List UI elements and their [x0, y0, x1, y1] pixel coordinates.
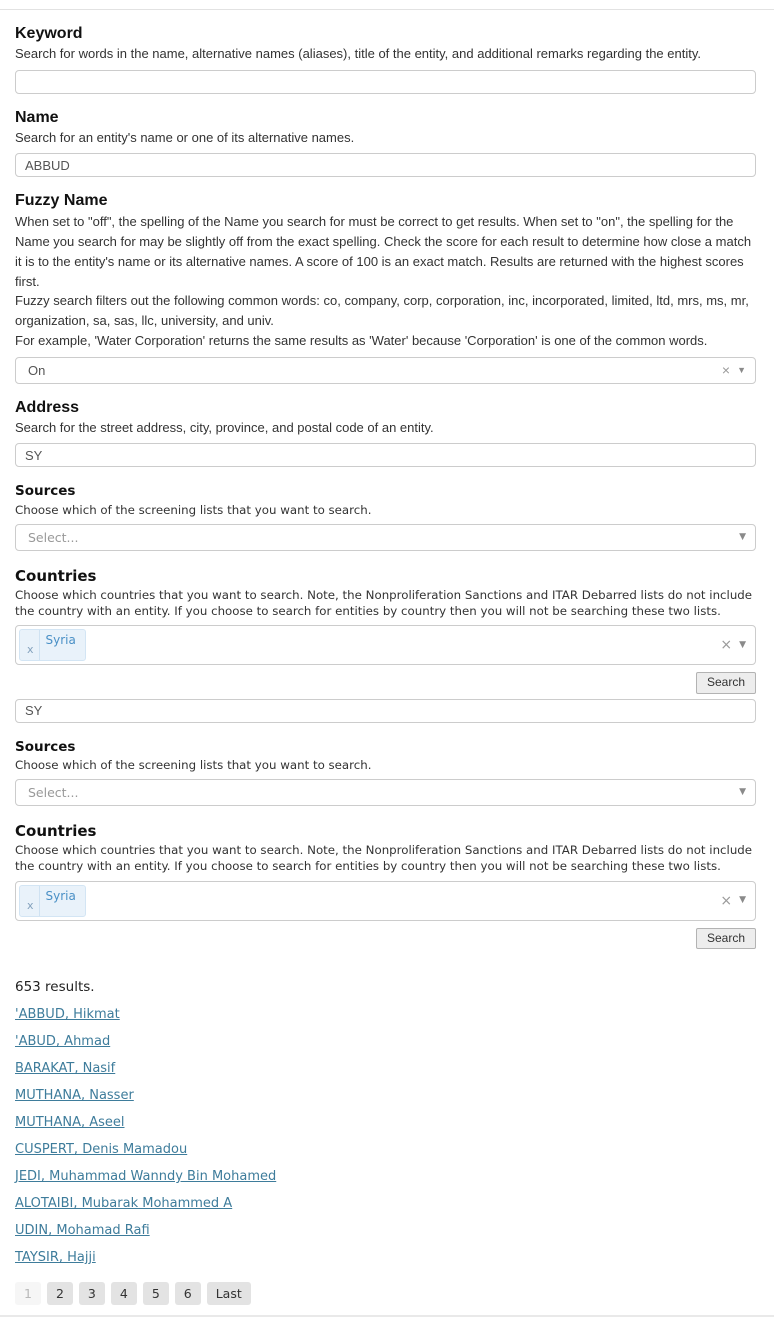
- pagination-page-2[interactable]: 2: [47, 1282, 73, 1305]
- pagination-page-1: 1: [15, 1282, 41, 1305]
- country-chip-label: Syria: [45, 888, 76, 903]
- result-link[interactable]: ALOTAIBI, Mubarak Mohammed A: [15, 1196, 233, 1212]
- pagination-page-4[interactable]: 4: [111, 1282, 137, 1305]
- countries-select[interactable]: [15, 625, 756, 665]
- result-link[interactable]: 'ABUD, Ahmad: [15, 1034, 111, 1050]
- bottom-divider: [0, 1315, 774, 1317]
- chevron-down-icon[interactable]: ▼: [739, 531, 746, 542]
- sources-select-placeholder: Select...: [28, 529, 79, 545]
- countries-select-2[interactable]: [15, 881, 756, 921]
- address-description: Search for the street address, city, province, and postal code of an entity.: [15, 419, 434, 435]
- csl-search-page: [0, 9, 774, 1331]
- sources-section: [15, 483, 756, 550]
- countries-title: Countries: [15, 566, 97, 585]
- search-button-row-2: [15, 928, 756, 949]
- results-section: [15, 979, 756, 1305]
- search-button[interactable]: Search: [696, 672, 756, 693]
- result-link[interactable]: UDIN, Mohamad Rafi: [15, 1223, 150, 1239]
- keyword-input[interactable]: [15, 70, 756, 94]
- clear-icon[interactable]: ×: [720, 637, 733, 654]
- name-section: [15, 108, 756, 178]
- chevron-down-icon[interactable]: ▼: [739, 787, 746, 798]
- clear-icon[interactable]: ×: [721, 362, 731, 379]
- result-link[interactable]: TAYSIR, Hajji: [15, 1250, 96, 1266]
- pagination-page-3[interactable]: 3: [79, 1282, 105, 1305]
- countries-section-2: [15, 822, 756, 921]
- pagination-page-6[interactable]: 6: [175, 1282, 201, 1305]
- result-link[interactable]: CUSPERT, Denis Mamadou: [15, 1142, 188, 1158]
- pagination-page-5[interactable]: 5: [143, 1282, 169, 1305]
- sources-section-2: [15, 739, 756, 806]
- chevron-down-icon[interactable]: ▼: [737, 364, 746, 375]
- pagination-last[interactable]: Last: [207, 1282, 251, 1305]
- countries-section: [15, 567, 756, 666]
- result-link[interactable]: MUTHANA, Aseel: [15, 1115, 125, 1131]
- keyword-title: Keyword: [15, 25, 83, 42]
- sources-title: Sources: [15, 483, 76, 500]
- address-title: Address: [15, 398, 80, 416]
- country-chip-syria: [19, 885, 86, 917]
- name-description: Search for an entity's name or one of its alternative names.: [15, 129, 355, 145]
- chip-remove-icon[interactable]: x: [20, 630, 40, 660]
- address-input-2[interactable]: [15, 699, 756, 723]
- countries-title: Countries: [15, 822, 97, 841]
- chevron-down-icon[interactable]: ▼: [739, 639, 746, 650]
- chip-remove-icon[interactable]: x: [20, 886, 40, 916]
- result-link[interactable]: BARAKAT, Nasif: [15, 1061, 116, 1077]
- sources-select[interactable]: [15, 524, 756, 551]
- country-chip-label: Syria: [45, 633, 76, 648]
- results-count: 653 results.: [15, 979, 95, 996]
- top-divider: [0, 9, 774, 10]
- country-chip-syria: [19, 629, 86, 661]
- fuzzy-name-title: Fuzzy Name: [15, 192, 108, 210]
- sources-description: Choose which of the screening lists that you want to search.: [15, 757, 372, 772]
- result-link[interactable]: 'ABBUD, Hikmat: [15, 1007, 120, 1023]
- fuzzy-name-section: [15, 191, 756, 383]
- chevron-down-icon[interactable]: ▼: [739, 895, 746, 906]
- sources-description: Choose which of the screening lists that you want to search.: [15, 502, 372, 517]
- countries-description: Choose which countries that you want to search. Note, the Nonproliferation Sanctions and ITAR Debarred lists do not include the country with an entity. If you choose to search for entities by country then you will not be searching these two lists.: [15, 587, 753, 619]
- keyword-section: [15, 24, 756, 94]
- fuzzy-name-selected-value: On: [28, 362, 46, 378]
- fuzzy-name-select[interactable]: [15, 357, 756, 384]
- name-input[interactable]: [15, 153, 756, 177]
- fuzzy-name-description-3: For example, 'Water Corporation' returns the same results as 'Water' because 'Corporation' is one of the common words.: [15, 332, 708, 348]
- fuzzy-name-description-2: Fuzzy search filters out the following common words: co, company, corp, corporation, inc, incorporated, limited, ltd, mrs, ms, mr, organization, sa, sas, llc, university, and univ.: [15, 293, 749, 329]
- countries-description: Choose which countries that you want to search. Note, the Nonproliferation Sanctions and ITAR Debarred lists do not include the country with an entity. If you choose to search for entities by country then you will not be searching these two lists.: [15, 843, 753, 874]
- sources-title: Sources: [15, 738, 76, 755]
- name-title: Name: [15, 108, 59, 126]
- address-section: [15, 398, 756, 468]
- pagination: [15, 1282, 756, 1305]
- fuzzy-name-description-1: When set to "off", the spelling of the Name you search for must be correct to get results. When set to "on", the spelling for the Name you search for may be slightly off from the exact spelling. Check the score for each result to determine how close a match it is to the entity's name or its alternative names. A score of 100 is an exact match. Results are returned with the highest scores first.: [15, 214, 752, 289]
- sources-select-placeholder: Select...: [28, 785, 79, 801]
- result-link[interactable]: MUTHANA, Nasser: [15, 1088, 134, 1104]
- address-input[interactable]: [15, 443, 756, 467]
- keyword-description: Search for words in the name, alternative names (aliases), title of the entity, and additional remarks regarding the entity.: [15, 46, 701, 62]
- sources-select-2[interactable]: [15, 779, 756, 806]
- result-link[interactable]: JEDI, Muhammad Wanndy Bin Mohamed: [15, 1169, 277, 1185]
- search-button-row-1: [15, 672, 756, 693]
- clear-icon[interactable]: ×: [720, 892, 733, 909]
- search-button[interactable]: Search: [696, 928, 756, 949]
